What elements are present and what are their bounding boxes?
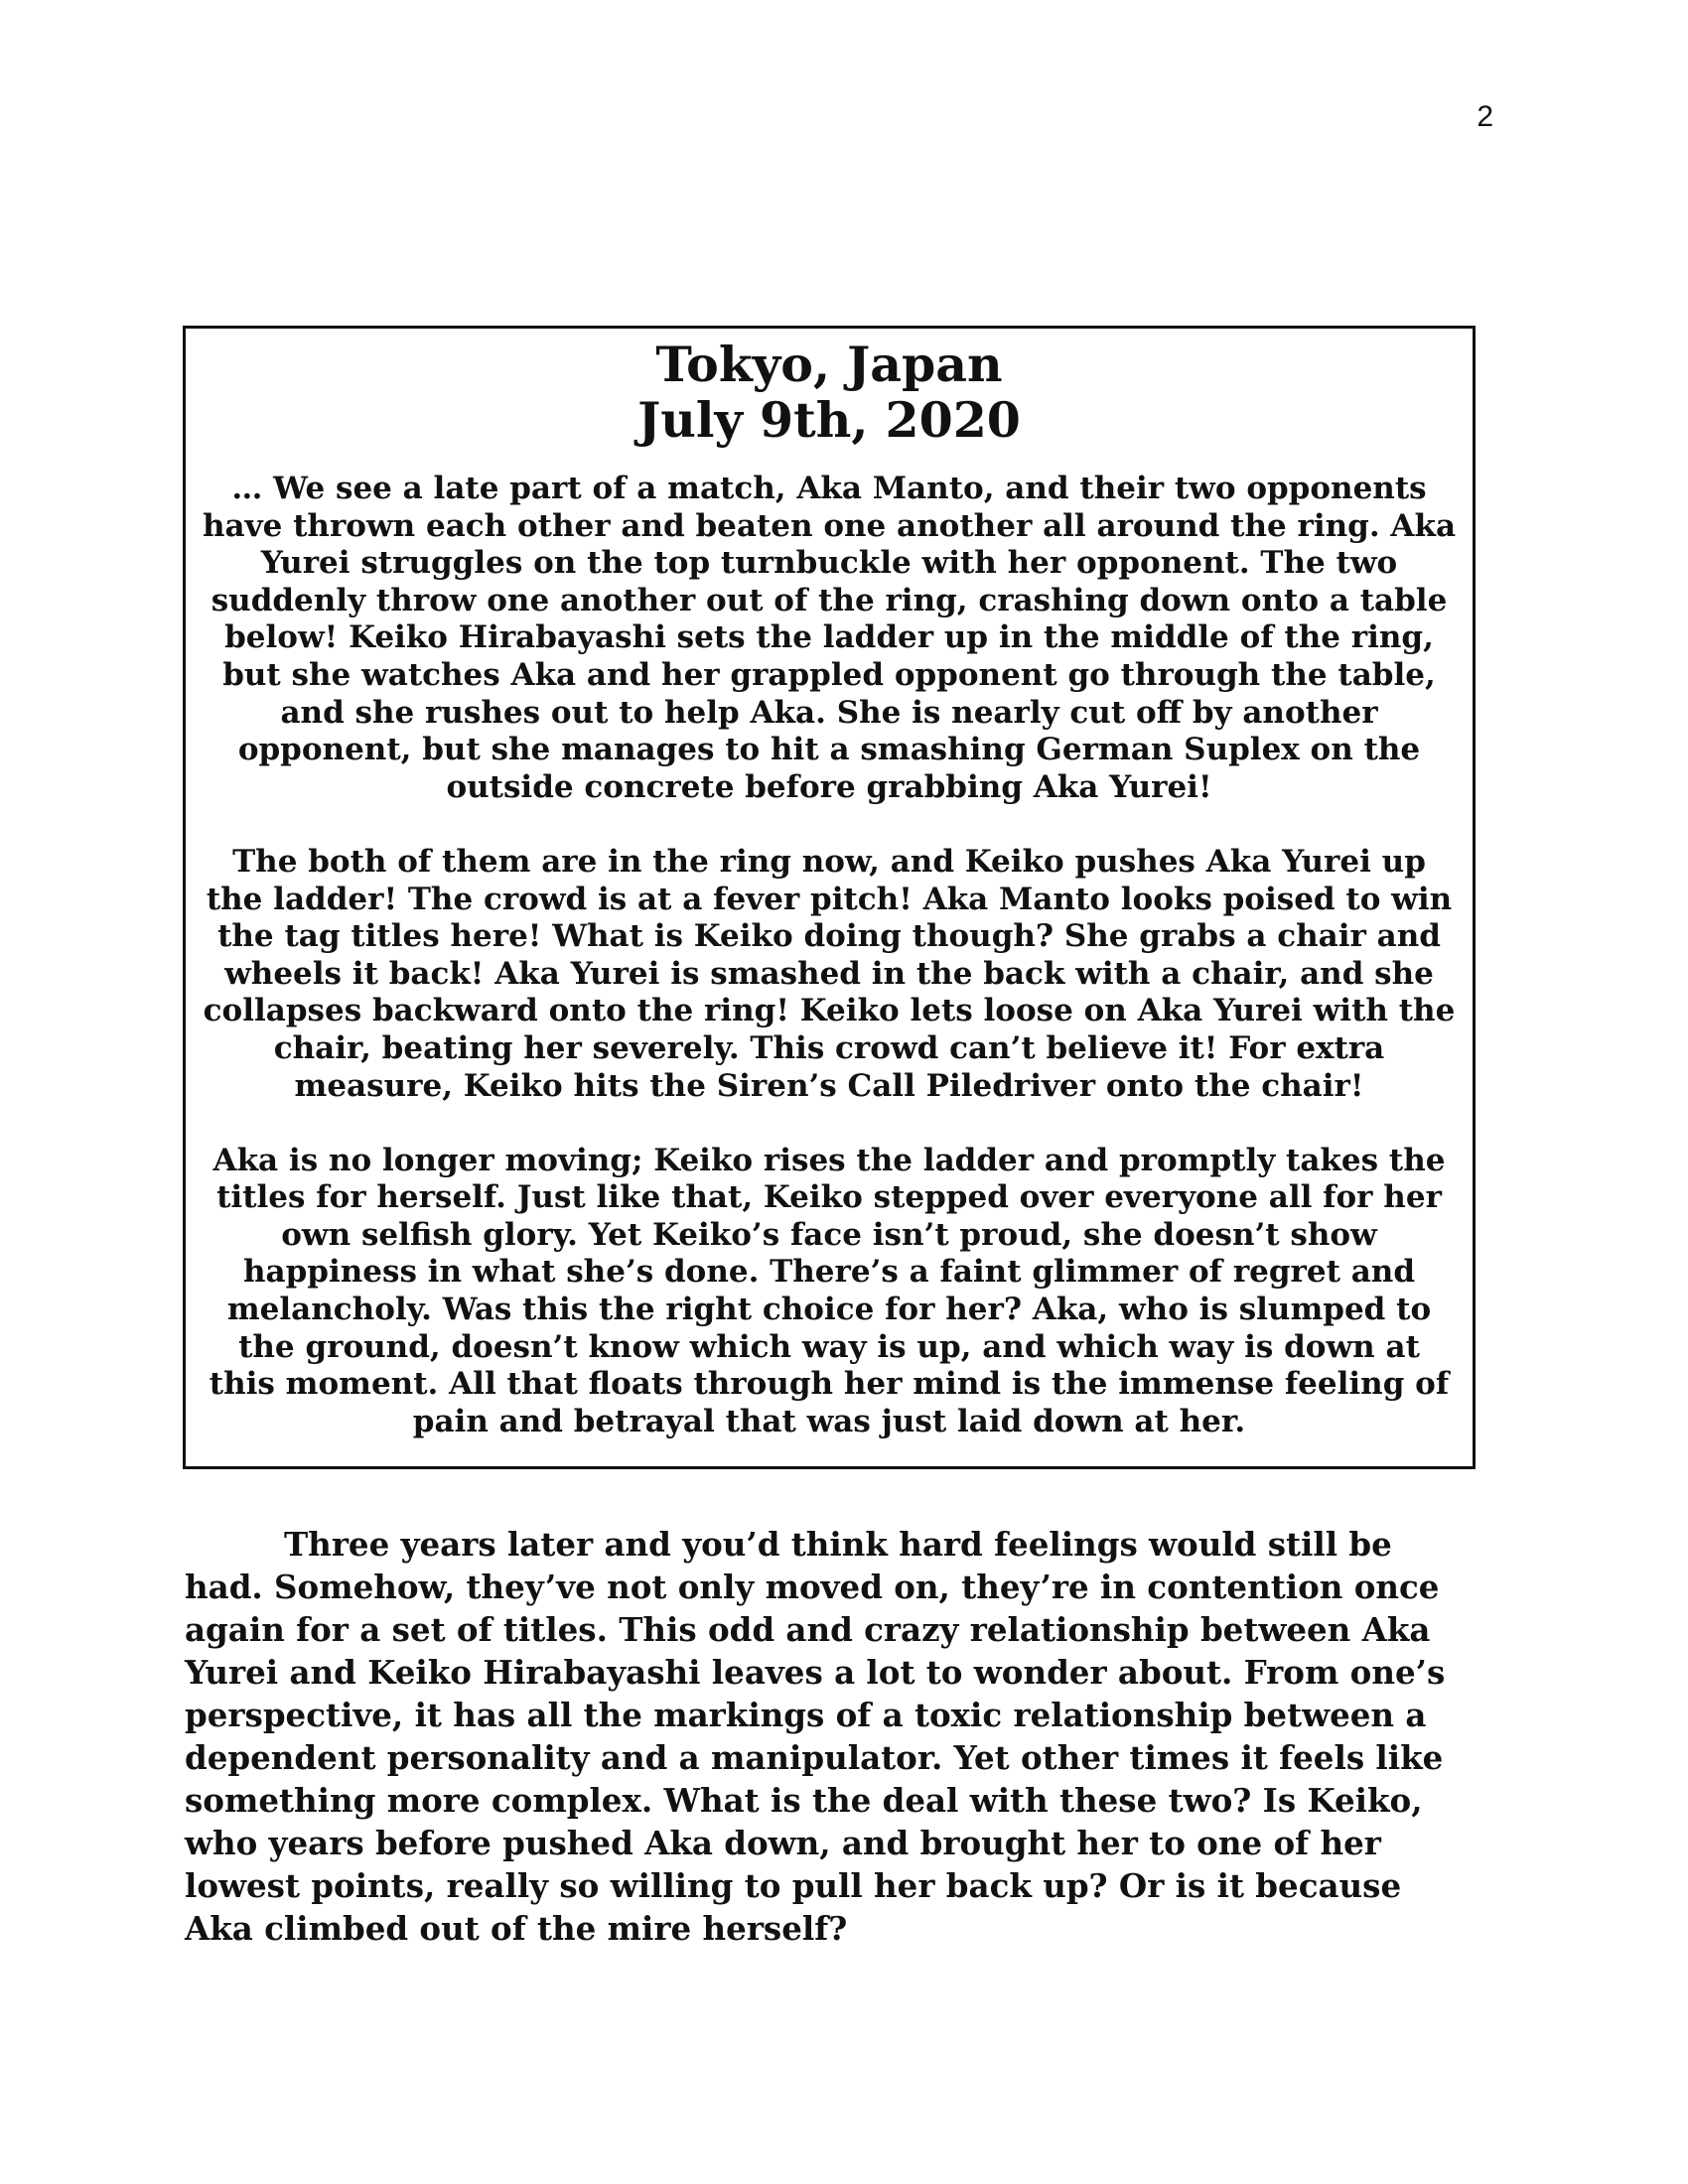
- scene-date: July 9th, 2020: [637, 391, 1021, 449]
- page-number: 2: [1477, 100, 1493, 133]
- body-paragraph: Three years later and you’d think hard feelings would still be had. Somehow, they’ve not only moved on, they’re in contention once again for a set of titles. This odd and crazy relationship between Aka Yurei and Keiko Hirabayashi leaves a lot to wonder about. From one’s perspective, it has all the markings of a toxic relationship between a dependent personality and a manipulator. Yet other times it feels like something more complex. What is the deal with these two? Is Keiko, who years before pushed Aka down, and brought her to one of her lowest points, really so willing to pull her back up? Or is it because Aka climbed out of the mire herself?: [185, 1525, 1446, 1948]
- scene-paragraph-3: Aka is no longer moving; Keiko rises the ladder and promptly takes the titles for herself. Just like that, Keiko stepped over everyone all for her own selfish glory. Yet Keiko’s face isn’t proud, she doesn’t show happiness in what she’s done. There’s a faint glimmer of regret and melancholy. Was this the right choice for her? Aka, who is slumped to the ground, doesn’t know which way is up, and which way is down at this moment. All that floats through her mind is the immense feeling of pain and betrayal that was just laid down at her.: [209, 1142, 1450, 1439]
- scene-paragraph-2: The both of them are in the ring now, and Keiko pushes Aka Yurei up the ladder! The crowd is at a fever pitch! Aka Manto looks poised to win the tag titles here! What is Keiko doing though? She grabs a chair and wheels it back! Aka Yurei is smashed in the back with a chair, and she collapses backward onto the ring! Keiko lets loose on Aka Yurei with the chair, beating her severely. This crowd can’t believe it! For extra measure, Keiko hits the Siren’s Call Piledriver onto the chair!: [203, 843, 1456, 1104]
- scene-heading: [202, 337, 1457, 448]
- scene-location: Tokyo, Japan: [655, 336, 1003, 393]
- scene-paragraph-1: … We see a late part of a match, Aka Manto, and their two opponents have thrown each other and beaten one another all around the ring. Aka Yurei struggles on the top turnbuckle with her opponent. The two suddenly throw one another out of the ring, crashing down onto a table below! Keiko Hirabayashi sets the ladder up in the middle of the ring, but she watches Aka and her grappled opponent go through the table, and she rushes out to help Aka. She is nearly cut off by another opponent, but she manages to hit a smashing German Suplex on the outside concrete before grabbing Aka Yurei!: [202, 471, 1457, 805]
- scene-box: [183, 326, 1476, 1469]
